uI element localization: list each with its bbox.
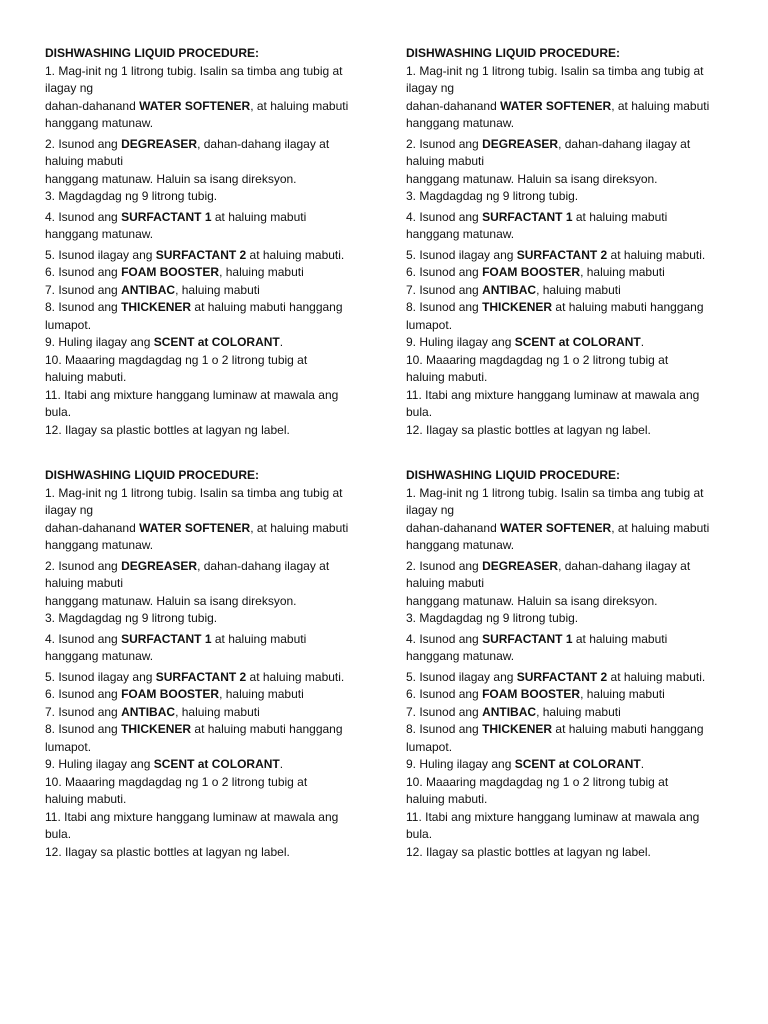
step-1-line [45, 502, 385, 520]
step-2-line [45, 136, 385, 154]
step-10-line [45, 352, 385, 370]
step-11-line [45, 404, 385, 422]
ingredient-name: WATER SOFTENER [500, 520, 612, 535]
ingredient-name: ANTIBAC [482, 704, 537, 719]
procedure-title: DISHWASHING LIQUID PROCEDURE: [406, 46, 621, 60]
step-2-line [45, 153, 385, 171]
ingredient-name: THICKENER [482, 300, 553, 314]
step-1-line [406, 520, 746, 538]
step-text: haluing mabuti [45, 576, 124, 590]
step-1-line [406, 115, 746, 133]
step-text: 3. Magdagdag ng 9 litrong tubig. [45, 189, 218, 203]
step-12-line [45, 844, 385, 862]
step-1-line [45, 115, 385, 133]
step-text: , at haluing mabuti [611, 98, 710, 113]
step-text: , haluing mabuti [536, 704, 621, 719]
step-text: , at haluing mabuti [611, 520, 710, 535]
step-11-line [45, 826, 385, 844]
step-text: bula. [406, 405, 433, 419]
step-8-line [45, 721, 385, 739]
step-text: 8. Isunod ang [406, 300, 483, 314]
ingredient-name: SCENT at COLORANT [153, 757, 280, 771]
step-text: 4. Isunod ang [406, 631, 483, 646]
step-text: lumapot. [406, 739, 453, 754]
step-1-line [406, 98, 746, 116]
step-9-line [45, 756, 385, 774]
step-text: 3. Magdagdag ng 9 litrong tubig. [45, 611, 218, 625]
step-text: 12. Ilagay sa plastic bottles at lagyan ng label. [406, 422, 651, 437]
step-4-line [45, 631, 385, 649]
step-11-line [406, 809, 746, 827]
step-text: , haluing mabuti [175, 282, 260, 297]
step-5-line [406, 669, 746, 687]
step-text: 5. Isunod ilagay ang [45, 669, 156, 684]
step-text: . [279, 757, 284, 771]
step-text: haluing mabuti. [406, 792, 488, 806]
step-text: 4. Isunod ang [45, 631, 122, 646]
step-6-line [45, 264, 385, 282]
step-10-line [45, 774, 385, 792]
ingredient-name: SURFACTANT 1 [482, 209, 573, 224]
step-text: at haluing mabuti hanggang [191, 722, 343, 736]
step-8-line [45, 739, 385, 757]
step-4-line [406, 648, 746, 666]
step-text: 12. Ilagay sa plastic bottles at lagyan ng label. [45, 844, 290, 859]
step-text: 9. Huling ilagay ang [45, 757, 154, 771]
step-10-line [406, 352, 746, 370]
step-7-line [406, 282, 746, 300]
step-text: . [640, 757, 645, 771]
step-text: 1. Mag-init ng 1 litrong tubig. Isalin sa timba ang tubig at [45, 63, 343, 78]
step-text: 8. Isunod ang [45, 722, 122, 736]
step-10-line [45, 791, 385, 809]
step-text: hanggang matunaw. Haluin sa isang direksyon. [406, 593, 658, 608]
step-text: , haluing mabuti [219, 687, 304, 701]
step-4-line [45, 209, 385, 227]
step-text: 7. Isunod ang [45, 282, 122, 297]
step-4-line [45, 226, 385, 244]
step-text: dahan-dahanand [45, 98, 140, 113]
step-11-line [45, 387, 385, 405]
ingredient-name: ANTIBAC [121, 704, 176, 719]
step-10-line [406, 774, 746, 792]
step-5-line [406, 247, 746, 265]
step-9-line [45, 334, 385, 352]
ingredient-name: SCENT at COLORANT [514, 757, 641, 771]
step-text: haluing mabuti. [45, 792, 127, 806]
step-1-line [45, 537, 385, 555]
step-text: 4. Isunod ang [45, 209, 122, 224]
ingredient-name: SURFACTANT 2 [516, 669, 608, 684]
step-text: haluing mabuti [406, 154, 485, 168]
step-text: bula. [45, 405, 72, 419]
step-text: at haluing mabuti. [607, 669, 706, 684]
step-8-line [406, 317, 746, 335]
step-8-line [406, 739, 746, 757]
step-text: 6. Isunod ang [45, 265, 122, 279]
step-text: 6. Isunod ang [45, 687, 122, 701]
ingredient-name: DEGREASER [121, 558, 198, 573]
ingredient-name: SCENT at COLORANT [514, 335, 641, 349]
step-text: at haluing mabuti hanggang [552, 300, 704, 314]
step-text: hanggang matunaw. [45, 649, 154, 663]
step-text: lumapot. [45, 739, 92, 754]
step-9-line [406, 334, 746, 352]
step-text: at haluing mabuti. [607, 247, 706, 262]
step-12-line [406, 844, 746, 862]
step-text: , at haluing mabuti [250, 520, 349, 535]
ingredient-name: ANTIBAC [121, 282, 176, 297]
ingredient-name: SURFACTANT 2 [155, 669, 247, 684]
step-text: 10. Maaaring magdagdag ng 1 o 2 litrong tubig at [406, 352, 669, 367]
step-1-line [406, 80, 746, 98]
step-text: hanggang matunaw. [406, 227, 515, 241]
step-text: , dahan-dahang ilagay at [197, 136, 330, 151]
step-text: at haluing mabuti [211, 631, 307, 646]
step-text: at haluing mabuti hanggang [552, 722, 704, 736]
step-6-line [406, 264, 746, 282]
step-6-line [406, 686, 746, 704]
step-2-line [406, 575, 746, 593]
step-10-line [45, 369, 385, 387]
step-text: 1. Mag-init ng 1 litrong tubig. Isalin sa timba ang tubig at [45, 485, 343, 500]
step-11-line [406, 826, 746, 844]
step-2-line [45, 575, 385, 593]
step-text: 2. Isunod ang [406, 558, 483, 573]
step-1-line [406, 502, 746, 520]
step-text: , haluing mabuti [219, 265, 304, 279]
ingredient-name: SURFACTANT 1 [482, 631, 573, 646]
step-text: , haluing mabuti [580, 687, 665, 701]
ingredient-name: FOAM BOOSTER [121, 265, 220, 279]
step-2-line [45, 558, 385, 576]
step-text: haluing mabuti [45, 154, 124, 168]
step-text: hanggang matunaw. [45, 227, 154, 241]
step-text: at haluing mabuti. [246, 247, 345, 262]
step-text: 7. Isunod ang [45, 704, 122, 719]
step-text: hanggang matunaw. Haluin sa isang direksyon. [406, 171, 658, 186]
step-text: ilagay ng [406, 503, 455, 517]
step-text: , dahan-dahang ilagay at [558, 558, 691, 573]
step-text: 10. Maaaring magdagdag ng 1 o 2 litrong tubig at [406, 774, 669, 789]
step-2-line [45, 171, 385, 189]
ingredient-name: ANTIBAC [482, 282, 537, 297]
step-7-line [45, 282, 385, 300]
step-text: 2. Isunod ang [406, 136, 483, 151]
step-2-line [406, 153, 746, 171]
step-1-line [406, 485, 746, 503]
ingredient-name: SURFACTANT 2 [516, 247, 608, 262]
procedure-card-top-left [45, 45, 385, 439]
step-8-line [406, 721, 746, 739]
step-text: at haluing mabuti [572, 209, 668, 224]
step-8-line [45, 299, 385, 317]
step-text: hanggang matunaw. Haluin sa isang direksyon. [45, 171, 297, 186]
ingredient-name: WATER SOFTENER [500, 98, 612, 113]
step-text: 6. Isunod ang [406, 687, 483, 701]
step-6-line [45, 686, 385, 704]
ingredient-name: THICKENER [121, 300, 192, 314]
step-text: 2. Isunod ang [45, 136, 122, 151]
step-text: hanggang matunaw. [45, 116, 154, 130]
step-text: 11. Itabi ang mixture hanggang luminaw at mawala ang [406, 809, 700, 824]
step-2-line [406, 136, 746, 154]
ingredient-name: SCENT at COLORANT [153, 335, 280, 349]
step-11-line [406, 387, 746, 405]
step-text: 6. Isunod ang [406, 265, 483, 279]
step-text: 10. Maaaring magdagdag ng 1 o 2 litrong tubig at [45, 352, 308, 367]
step-1-line [406, 63, 746, 81]
step-text: 11. Itabi ang mixture hanggang luminaw at mawala ang [45, 387, 339, 402]
step-text: 1. Mag-init ng 1 litrong tubig. Isalin sa timba ang tubig at [406, 63, 704, 78]
step-text: , haluing mabuti [536, 282, 621, 297]
procedure-card-top-right [406, 45, 746, 439]
step-2-line [45, 593, 385, 611]
step-text: , dahan-dahang ilagay at [558, 136, 691, 151]
ingredient-name: THICKENER [482, 722, 553, 736]
step-text: haluing mabuti. [406, 370, 488, 384]
step-text: , haluing mabuti [175, 704, 260, 719]
step-text: , dahan-dahang ilagay at [197, 558, 330, 573]
step-text: 7. Isunod ang [406, 282, 483, 297]
step-4-line [406, 631, 746, 649]
step-text: 4. Isunod ang [406, 209, 483, 224]
step-text: 5. Isunod ilagay ang [406, 247, 517, 262]
ingredient-name: DEGREASER [482, 558, 559, 573]
step-1-line [45, 520, 385, 538]
step-3-line [406, 188, 746, 206]
step-text: 10. Maaaring magdagdag ng 1 o 2 litrong tubig at [45, 774, 308, 789]
step-text: hanggang matunaw. [406, 116, 515, 130]
step-text: bula. [45, 827, 72, 841]
ingredient-name: WATER SOFTENER [139, 98, 251, 113]
step-8-line [406, 299, 746, 317]
step-text: hanggang matunaw. [406, 649, 515, 663]
step-1-line [406, 537, 746, 555]
step-text: ilagay ng [406, 81, 455, 95]
step-3-line [45, 188, 385, 206]
step-text: 8. Isunod ang [406, 722, 483, 736]
step-text: dahan-dahanand [406, 98, 501, 113]
step-4-line [406, 226, 746, 244]
step-text: 5. Isunod ilagay ang [45, 247, 156, 262]
step-12-line [45, 422, 385, 440]
step-5-line [45, 247, 385, 265]
step-9-line [406, 756, 746, 774]
step-text: ilagay ng [45, 503, 94, 517]
step-text: lumapot. [406, 317, 453, 332]
step-text: 11. Itabi ang mixture hanggang luminaw at mawala ang [45, 809, 339, 824]
step-text: haluing mabuti [406, 576, 485, 590]
step-text: 2. Isunod ang [45, 558, 122, 573]
step-text: 9. Huling ilagay ang [406, 757, 515, 771]
step-text: hanggang matunaw. [45, 538, 154, 552]
step-text: 9. Huling ilagay ang [45, 335, 154, 349]
ingredient-name: FOAM BOOSTER [121, 687, 220, 701]
procedure-card-bottom-right [406, 467, 746, 861]
step-text: at haluing mabuti [572, 631, 668, 646]
step-text: 11. Itabi ang mixture hanggang luminaw at mawala ang [406, 387, 700, 402]
step-12-line [406, 422, 746, 440]
ingredient-name: DEGREASER [121, 136, 198, 151]
step-text: 12. Ilagay sa plastic bottles at lagyan ng label. [45, 422, 290, 437]
step-text: at haluing mabuti. [246, 669, 345, 684]
step-text: , at haluing mabuti [250, 98, 349, 113]
step-text: hanggang matunaw. [406, 538, 515, 552]
step-1-line [45, 80, 385, 98]
step-5-line [45, 669, 385, 687]
ingredient-name: SURFACTANT 1 [121, 631, 212, 646]
step-text: 7. Isunod ang [406, 704, 483, 719]
step-text: 1. Mag-init ng 1 litrong tubig. Isalin sa timba ang tubig at [406, 485, 704, 500]
step-3-line [406, 610, 746, 628]
procedure-card-bottom-left [45, 467, 385, 861]
step-text: at haluing mabuti hanggang [191, 300, 343, 314]
procedure-title: DISHWASHING LIQUID PROCEDURE: [45, 468, 260, 482]
step-10-line [406, 369, 746, 387]
step-1-line [45, 98, 385, 116]
step-4-line [406, 209, 746, 227]
step-11-line [45, 809, 385, 827]
step-4-line [45, 648, 385, 666]
procedure-title: DISHWASHING LIQUID PROCEDURE: [45, 46, 260, 60]
step-7-line [45, 704, 385, 722]
step-text: dahan-dahanand [45, 520, 140, 535]
step-text: 3. Magdagdag ng 9 litrong tubig. [406, 189, 579, 203]
step-text: dahan-dahanand [406, 520, 501, 535]
ingredient-name: WATER SOFTENER [139, 520, 251, 535]
procedure-title: DISHWASHING LIQUID PROCEDURE: [406, 468, 621, 482]
step-text: 3. Magdagdag ng 9 litrong tubig. [406, 611, 579, 625]
step-1-line [45, 485, 385, 503]
ingredient-name: FOAM BOOSTER [482, 687, 581, 701]
step-text: at haluing mabuti [211, 209, 307, 224]
step-text: bula. [406, 827, 433, 841]
step-text: 9. Huling ilagay ang [406, 335, 515, 349]
step-text: . [279, 335, 284, 349]
step-text: . [640, 335, 645, 349]
ingredient-name: SURFACTANT 2 [155, 247, 247, 262]
step-text: , haluing mabuti [580, 265, 665, 279]
step-7-line [406, 704, 746, 722]
step-text: 5. Isunod ilagay ang [406, 669, 517, 684]
step-text: hanggang matunaw. Haluin sa isang direksyon. [45, 593, 297, 608]
step-11-line [406, 404, 746, 422]
step-1-line [45, 63, 385, 81]
ingredient-name: FOAM BOOSTER [482, 265, 581, 279]
step-10-line [406, 791, 746, 809]
step-2-line [406, 558, 746, 576]
ingredient-name: SURFACTANT 1 [121, 209, 212, 224]
step-2-line [406, 171, 746, 189]
step-text: ilagay ng [45, 81, 94, 95]
ingredient-name: THICKENER [121, 722, 192, 736]
step-text: 8. Isunod ang [45, 300, 122, 314]
step-8-line [45, 317, 385, 335]
step-2-line [406, 593, 746, 611]
step-text: 12. Ilagay sa plastic bottles at lagyan ng label. [406, 844, 651, 859]
ingredient-name: DEGREASER [482, 136, 559, 151]
step-3-line [45, 610, 385, 628]
step-text: lumapot. [45, 317, 92, 332]
step-text: haluing mabuti. [45, 370, 127, 384]
